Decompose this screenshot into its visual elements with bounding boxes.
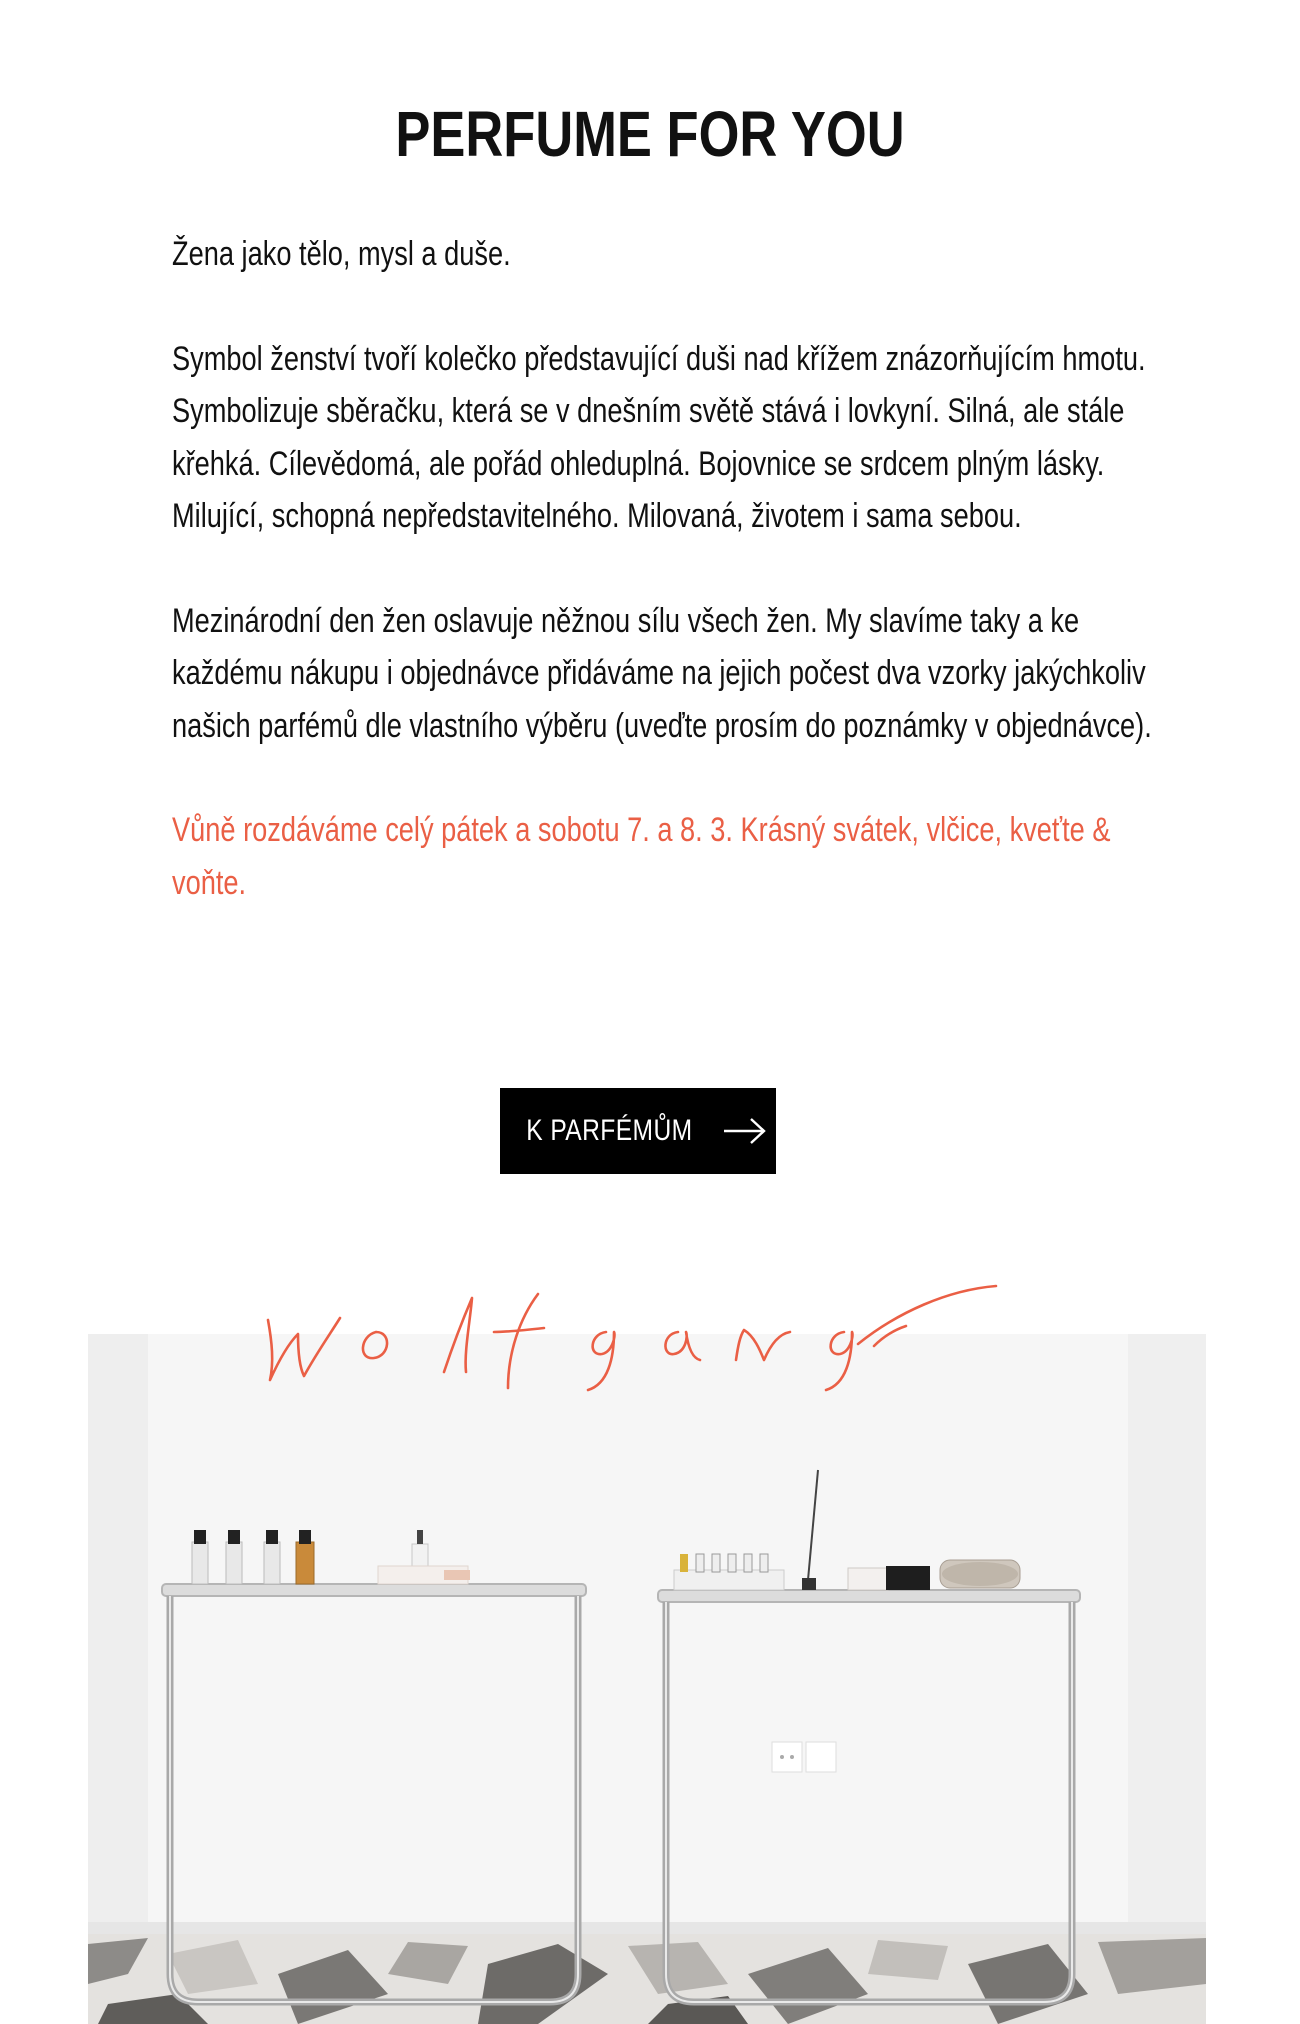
wolfgang-signature-logo <box>258 1272 998 1392</box>
intro-paragraph-2: Symbol ženství tvoří kolečko představující duši nad křížem znázorňujícím hmotu. Symbolizuje sběračku, která se v dnešním světě stává i lovkyní. Silná, ale stále křehká. Cílevědomá, ale pořád ohleduplná. Bojovnice se srdcem plným lásky. Milující, schopná nepředstavitelného. Milovaná, životem i sama sebou. <box>172 339 1146 535</box>
hero-photo <box>88 1334 1206 2024</box>
highlight-paragraph: Vůně rozdáváme celý pátek a sobotu 7. a 8. 3. Krásný svátek, vlčice, kveťte & voňte. <box>172 811 1111 902</box>
to-perfumes-button[interactable] <box>500 1088 776 1174</box>
intro-paragraph-3: Mezinárodní den žen oslavuje něžnou sílu všech žen. My slavíme taky a ke každému nákupu i objednávce přidáváme na jejich počest dva vzorky jakýchkoliv našich parfémů dle vlastního výběru (uveďte prosím do poznámky v objednávce). <box>172 601 1152 745</box>
to-perfumes-button-label: K PARFÉMŮM <box>525 1114 693 1147</box>
intro-paragraph-1: Žena jako tělo, mysl a duše. <box>172 235 511 273</box>
intro-text <box>172 228 1172 961</box>
page-title: PERFUME FOR YOU <box>395 98 905 170</box>
perfume-tables-photo-icon <box>88 1334 1206 2024</box>
arrow-right-icon <box>722 1116 768 1146</box>
